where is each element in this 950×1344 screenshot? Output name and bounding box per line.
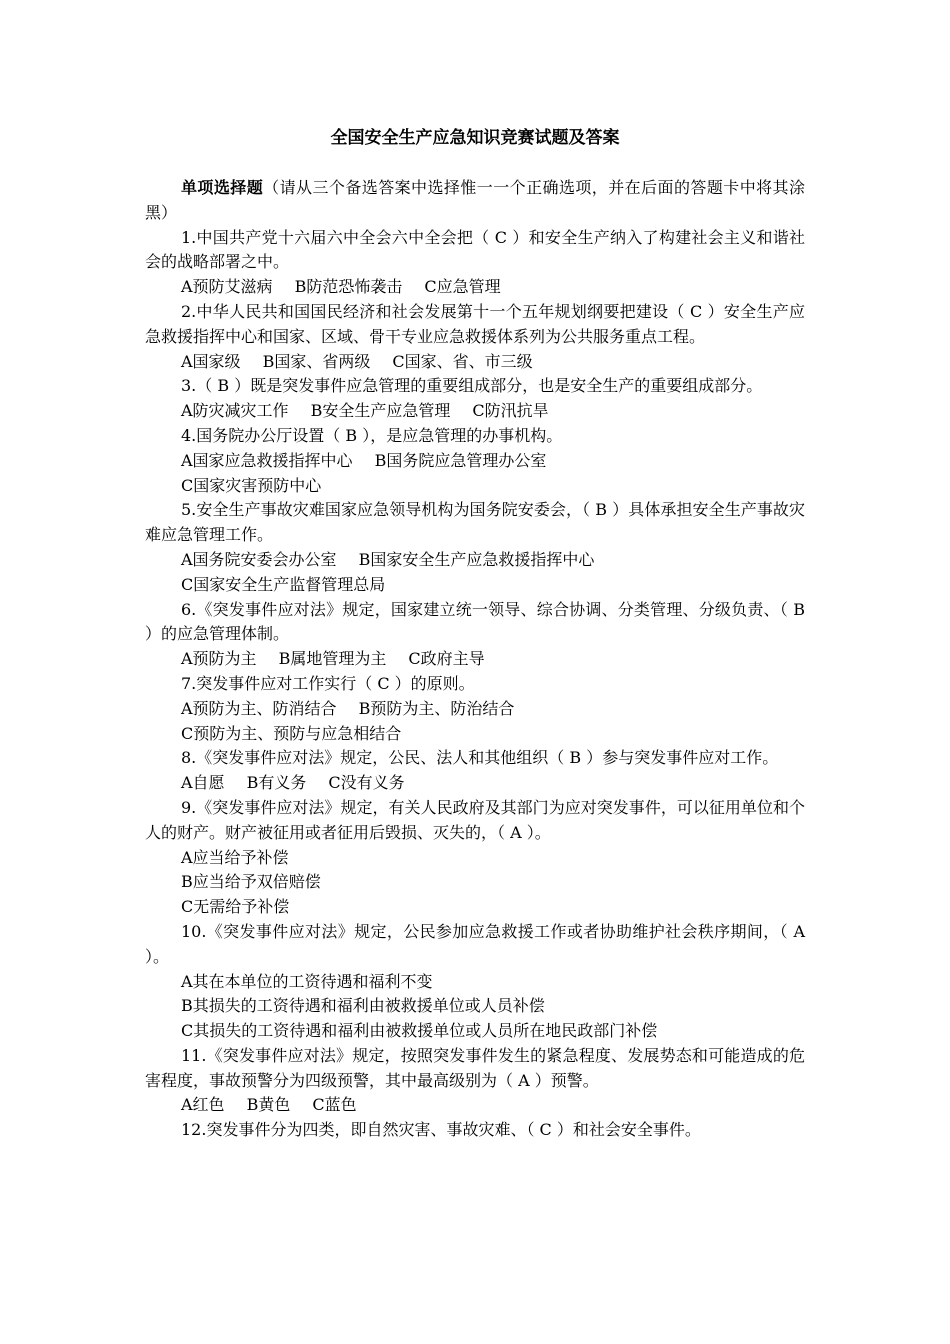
options-6	[145, 647, 805, 672]
options-5-c	[145, 573, 805, 598]
question-12: 12.突发事件分为四类，即自然灾害、事故灾难、（ C ）和社会安全事件。	[181, 1120, 701, 1140]
option-b: B属地管理为主	[278, 649, 387, 669]
option-a: A红色	[181, 1095, 225, 1115]
section-label: 单项选择题	[181, 178, 264, 197]
option-c: C蓝色	[312, 1095, 357, 1115]
options-8	[145, 771, 805, 796]
option-c: C政府主导	[408, 649, 485, 669]
option-c: C国家安全生产监督管理总局	[181, 574, 386, 594]
option-b: B有义务	[246, 773, 307, 793]
option-9-b: B应当给予双倍赔偿	[181, 872, 321, 892]
question-10: 10.《突发事件应对法》规定，公民参加应急救援工作或者协助维护社会秩序期间，（ A ）。	[145, 921, 805, 966]
option-a: A防灾减灾工作	[181, 401, 289, 421]
option-a: A预防为主、防消结合	[181, 698, 337, 718]
option-10-c: C其损失的工资待遇和福利由被救援单位或人员所在地民政部门补偿	[181, 1021, 658, 1041]
option-b: B国务院应急管理办公室	[374, 450, 547, 470]
option-b: B国家、省两级	[262, 351, 371, 371]
option-a: A自愿	[181, 773, 225, 793]
question-list	[145, 176, 805, 1143]
option-a: A国家级	[181, 351, 241, 371]
question-1: 1.中国共产党十六届六中全会六中全会把（ C ）和安全生产纳入了构建社会主义和谐社会的战略部署之中。	[145, 227, 805, 272]
option-10-b: B其损失的工资待遇和福利由被救援单位或人员补偿	[181, 996, 545, 1016]
option-9-c: C无需给予补偿	[181, 897, 290, 917]
question-6: 6.《突发事件应对法》规定，国家建立统一领导、综合协调、分类管理、分级负责、（ B ）的应急管理体制。	[145, 599, 805, 644]
option-b: B安全生产应急管理	[310, 401, 451, 421]
option-a: A国家应急救援指挥中心	[181, 450, 353, 470]
section-instruction: （请从三个备选答案中选择惟一一个正确选项，并在后面的答题卡中将其涂黑）	[145, 178, 805, 222]
question-7: 7.突发事件应对工作实行（ C ）的原则。	[181, 673, 475, 693]
option-c: C国家、省、市三级	[392, 351, 533, 371]
option-9-a: A应当给予补偿	[181, 847, 289, 867]
question-2: 2.中华人民共和国国民经济和社会发展第十一个五年规划纲要把建设（ C ）安全生产应急救援指挥中心和国家、区域、骨干专业应急救援体系列为公共服务重点工程。	[145, 301, 805, 346]
question-9: 9.《突发事件应对法》规定，有关人民政府及其部门为应对突发事件，可以征用单位和个人的财产。财产被征用或者征用后毁损、灭失的，（ A ）。	[145, 797, 805, 842]
options-7	[145, 697, 805, 722]
option-b: B防范恐怖袭击	[294, 277, 403, 297]
options-7-c	[145, 722, 805, 747]
options-3	[145, 399, 805, 424]
options-11	[145, 1093, 805, 1118]
option-10-a: A其在本单位的工资待遇和福利不变	[181, 971, 433, 991]
options-2	[145, 350, 805, 375]
options-4-c	[145, 474, 805, 499]
question-4: 4.国务院办公厅设置（ B ），是应急管理的办事机构。	[181, 425, 563, 445]
options-4	[145, 449, 805, 474]
question-5: 5.安全生产事故灾难国家应急领导机构为国务院安委会，（ B ）具体承担安全生产事故灾难应急管理工作。	[145, 500, 805, 545]
option-a: A国务院安委会办公室	[181, 549, 337, 569]
option-c: C国家灾害预防中心	[181, 475, 322, 495]
option-b: B预防为主、防治结合	[358, 698, 515, 718]
option-c: C防汛抗旱	[472, 401, 549, 421]
question-8: 8.《突发事件应对法》规定，公民、法人和其他组织（ B ）参与突发事件应对工作。	[181, 748, 779, 768]
question-3: 3.（ B ）既是突发事件应急管理的重要组成部分，也是安全生产的重要组成部分。	[181, 376, 763, 396]
option-b: B黄色	[246, 1095, 291, 1115]
options-1	[145, 275, 805, 300]
option-c: C没有义务	[328, 773, 405, 793]
options-5	[145, 548, 805, 573]
option-a: A预防艾滋病	[181, 277, 273, 297]
section-intro	[145, 176, 805, 226]
option-b: B国家安全生产应急救援指挥中心	[358, 549, 595, 569]
option-c: C应急管理	[424, 277, 501, 297]
option-c: C预防为主、预防与应急相结合	[181, 723, 402, 743]
question-11: 11.《突发事件应对法》规定，按照突发事件发生的紧急程度、发展势态和可能造成的危害程度，事故预警分为四级预警，其中最高级别为（ A ）预警。	[145, 1045, 805, 1090]
option-a: A预防为主	[181, 649, 257, 669]
document-title: 全国安全生产应急知识竞赛试题及答案	[330, 128, 620, 148]
